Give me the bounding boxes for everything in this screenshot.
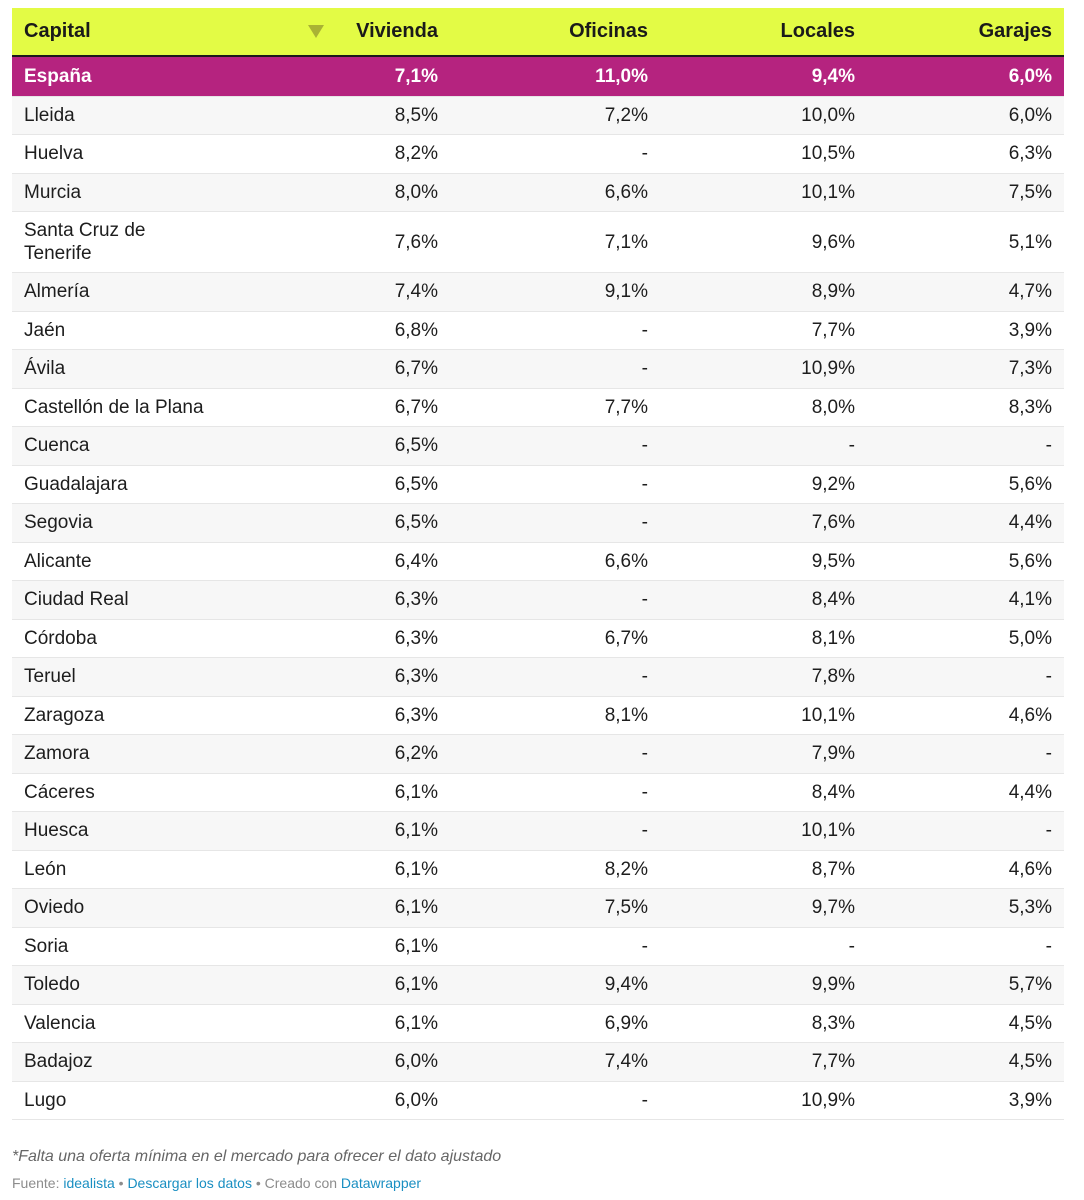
cell-locales: 7,6% bbox=[660, 504, 867, 543]
cell-oficinas: - bbox=[450, 350, 660, 389]
cell-locales: 10,9% bbox=[660, 350, 867, 389]
cell-oficinas: 11,0% bbox=[450, 56, 660, 96]
cell-garajes: 5,1% bbox=[867, 212, 1064, 273]
cell-capital: Oviedo bbox=[12, 889, 332, 928]
cell-locales: 8,4% bbox=[660, 581, 867, 620]
footnote: *Falta una oferta mínima en el mercado para ofrecer el dato ajustado bbox=[12, 1148, 502, 1165]
cell-oficinas: 9,1% bbox=[450, 273, 660, 312]
source-link[interactable]: idealista bbox=[63, 1175, 115, 1191]
table-row bbox=[12, 173, 1064, 212]
cell-garajes: 6,0% bbox=[867, 96, 1064, 135]
table-row bbox=[12, 427, 1064, 466]
cell-vivienda: 6,3% bbox=[332, 581, 450, 620]
datawrapper-link[interactable]: Datawrapper bbox=[340, 1175, 422, 1191]
cell-vivienda: 6,4% bbox=[332, 542, 450, 581]
table-row bbox=[12, 135, 1064, 174]
cell-capital: Huelva bbox=[12, 135, 332, 174]
cell-capital: Toledo bbox=[12, 966, 332, 1005]
cell-garajes: 4,4% bbox=[867, 773, 1064, 812]
cell-vivienda: 7,6% bbox=[332, 212, 450, 273]
cell-capital: Zaragoza bbox=[12, 696, 332, 735]
cell-oficinas: 6,6% bbox=[450, 173, 660, 212]
cell-oficinas: - bbox=[450, 465, 660, 504]
cell-oficinas: 7,2% bbox=[450, 96, 660, 135]
cell-capital: Teruel bbox=[12, 658, 332, 697]
cell-oficinas: - bbox=[450, 658, 660, 697]
table-row bbox=[12, 542, 1064, 581]
table-row bbox=[12, 311, 1064, 350]
cell-garajes: 8,3% bbox=[867, 388, 1064, 427]
cell-capital: Alicante bbox=[12, 542, 332, 581]
cell-vivienda: 6,1% bbox=[332, 812, 450, 851]
footer-separator: • bbox=[118, 1175, 124, 1191]
cell-capital: Soria bbox=[12, 927, 332, 966]
cell-oficinas: 7,1% bbox=[450, 212, 660, 273]
cell-capital: Cuenca bbox=[12, 427, 332, 466]
table-row bbox=[12, 850, 1064, 889]
cell-oficinas: 7,5% bbox=[450, 889, 660, 928]
cell-locales: 7,8% bbox=[660, 658, 867, 697]
cell-capital: Zamora bbox=[12, 735, 332, 774]
cell-capital: León bbox=[12, 850, 332, 889]
table-row bbox=[12, 1004, 1064, 1043]
cell-capital: Cáceres bbox=[12, 773, 332, 812]
cell-oficinas: - bbox=[450, 927, 660, 966]
cell-capital: Córdoba bbox=[12, 619, 332, 658]
cell-capital: España bbox=[12, 56, 332, 96]
table-row bbox=[12, 1043, 1064, 1082]
header-locales[interactable]: Locales bbox=[660, 8, 867, 56]
cell-vivienda: 6,3% bbox=[332, 658, 450, 697]
cell-oficinas: - bbox=[450, 311, 660, 350]
header-capital[interactable]: Capital bbox=[12, 8, 332, 56]
cell-locales: 9,7% bbox=[660, 889, 867, 928]
cell-oficinas: 7,7% bbox=[450, 388, 660, 427]
cell-garajes: 3,9% bbox=[867, 311, 1064, 350]
cell-vivienda: 6,1% bbox=[332, 850, 450, 889]
cell-garajes: 6,0% bbox=[867, 56, 1064, 96]
cell-garajes: - bbox=[867, 927, 1064, 966]
table-row bbox=[12, 619, 1064, 658]
cell-locales: 10,1% bbox=[660, 173, 867, 212]
cell-garajes: 4,6% bbox=[867, 850, 1064, 889]
cell-vivienda: 6,1% bbox=[332, 1004, 450, 1043]
cell-oficinas: - bbox=[450, 427, 660, 466]
cell-vivienda: 6,0% bbox=[332, 1043, 450, 1082]
cell-locales: - bbox=[660, 427, 867, 466]
cell-oficinas: - bbox=[450, 504, 660, 543]
table-row bbox=[12, 696, 1064, 735]
table-row bbox=[12, 889, 1064, 928]
cell-garajes: 4,5% bbox=[867, 1043, 1064, 1082]
table-row bbox=[12, 350, 1064, 389]
cell-garajes: 5,3% bbox=[867, 889, 1064, 928]
cell-locales: 8,3% bbox=[660, 1004, 867, 1043]
cell-vivienda: 6,5% bbox=[332, 504, 450, 543]
cell-capital: Murcia bbox=[12, 173, 332, 212]
cell-capital: Ávila bbox=[12, 350, 332, 389]
cell-locales: 10,0% bbox=[660, 96, 867, 135]
table-row bbox=[12, 388, 1064, 427]
table-header bbox=[12, 8, 1064, 56]
cell-garajes: 4,4% bbox=[867, 504, 1064, 543]
download-data-link[interactable]: Descargar los datos bbox=[127, 1175, 252, 1191]
cell-oficinas: - bbox=[450, 735, 660, 774]
cell-vivienda: 6,1% bbox=[332, 927, 450, 966]
cell-vivienda: 6,1% bbox=[332, 889, 450, 928]
cell-capital: Ciudad Real bbox=[12, 581, 332, 620]
cell-capital: Jaén bbox=[12, 311, 332, 350]
cell-garajes: - bbox=[867, 427, 1064, 466]
table-row bbox=[12, 966, 1064, 1005]
cell-locales: 7,7% bbox=[660, 1043, 867, 1082]
cell-capital: Almería bbox=[12, 273, 332, 312]
data-table bbox=[12, 8, 1064, 1120]
cell-locales: 8,4% bbox=[660, 773, 867, 812]
cell-oficinas: 9,4% bbox=[450, 966, 660, 1005]
cell-locales: 9,5% bbox=[660, 542, 867, 581]
cell-oficinas: 8,2% bbox=[450, 850, 660, 889]
cell-vivienda: 6,5% bbox=[332, 465, 450, 504]
cell-garajes: - bbox=[867, 812, 1064, 851]
table-row bbox=[12, 812, 1064, 851]
cell-locales: 9,6% bbox=[660, 212, 867, 273]
cell-vivienda: 6,1% bbox=[332, 773, 450, 812]
cell-garajes: 4,7% bbox=[867, 273, 1064, 312]
cell-oficinas: 6,9% bbox=[450, 1004, 660, 1043]
footer bbox=[12, 1175, 421, 1191]
table-row bbox=[12, 465, 1064, 504]
cell-garajes: 6,3% bbox=[867, 135, 1064, 174]
cell-vivienda: 6,3% bbox=[332, 696, 450, 735]
table-row bbox=[12, 658, 1064, 697]
cell-capital: Castellón de la Plana bbox=[12, 388, 332, 427]
table-row bbox=[12, 1081, 1064, 1120]
sort-desc-icon[interactable] bbox=[308, 25, 324, 38]
cell-locales: 8,1% bbox=[660, 619, 867, 658]
table-row bbox=[12, 581, 1064, 620]
cell-capital: Lleida bbox=[12, 96, 332, 135]
cell-locales: 7,7% bbox=[660, 311, 867, 350]
cell-vivienda: 6,3% bbox=[332, 619, 450, 658]
cell-capital: Segovia bbox=[12, 504, 332, 543]
cell-vivienda: 6,7% bbox=[332, 350, 450, 389]
cell-locales: - bbox=[660, 927, 867, 966]
cell-capital: Guadalajara bbox=[12, 465, 332, 504]
cell-oficinas: - bbox=[450, 581, 660, 620]
cell-capital: Santa Cruz de Tenerife bbox=[12, 212, 332, 273]
cell-locales: 9,2% bbox=[660, 465, 867, 504]
cell-vivienda: 7,1% bbox=[332, 56, 450, 96]
cell-garajes: 5,0% bbox=[867, 619, 1064, 658]
cell-garajes: 4,5% bbox=[867, 1004, 1064, 1043]
cell-vivienda: 6,5% bbox=[332, 427, 450, 466]
cell-vivienda: 8,0% bbox=[332, 173, 450, 212]
cell-oficinas: - bbox=[450, 812, 660, 851]
cell-vivienda: 8,2% bbox=[332, 135, 450, 174]
table-row bbox=[12, 96, 1064, 135]
cell-locales: 10,1% bbox=[660, 812, 867, 851]
cell-garajes: 4,1% bbox=[867, 581, 1064, 620]
cell-locales: 8,7% bbox=[660, 850, 867, 889]
table-row bbox=[12, 735, 1064, 774]
cell-locales: 8,0% bbox=[660, 388, 867, 427]
cell-locales: 10,5% bbox=[660, 135, 867, 174]
created-label: Creado con bbox=[264, 1175, 338, 1191]
cell-garajes: 4,6% bbox=[867, 696, 1064, 735]
cell-garajes: - bbox=[867, 735, 1064, 774]
cell-vivienda: 6,1% bbox=[332, 966, 450, 1005]
cell-oficinas: 6,7% bbox=[450, 619, 660, 658]
cell-locales: 9,4% bbox=[660, 56, 867, 96]
cell-oficinas: 6,6% bbox=[450, 542, 660, 581]
cell-locales: 7,9% bbox=[660, 735, 867, 774]
header-vivienda-label: Vivienda bbox=[356, 20, 438, 42]
cell-garajes: 5,6% bbox=[867, 465, 1064, 504]
header-garajes[interactable]: Garajes bbox=[867, 8, 1064, 56]
cell-oficinas: - bbox=[450, 773, 660, 812]
cell-garajes: 7,3% bbox=[867, 350, 1064, 389]
table-row bbox=[12, 773, 1064, 812]
cell-vivienda: 6,7% bbox=[332, 388, 450, 427]
header-oficinas[interactable]: Oficinas bbox=[450, 8, 660, 56]
cell-capital: Lugo bbox=[12, 1081, 332, 1120]
table-row bbox=[12, 504, 1064, 543]
cell-vivienda: 7,4% bbox=[332, 273, 450, 312]
cell-vivienda: 6,0% bbox=[332, 1081, 450, 1120]
cell-garajes: 3,9% bbox=[867, 1081, 1064, 1120]
table-row bbox=[12, 212, 1064, 273]
cell-oficinas: - bbox=[450, 135, 660, 174]
table-row bbox=[12, 273, 1064, 312]
cell-locales: 10,1% bbox=[660, 696, 867, 735]
cell-garajes: 5,7% bbox=[867, 966, 1064, 1005]
cell-capital: Huesca bbox=[12, 812, 332, 851]
cell-garajes: 7,5% bbox=[867, 173, 1064, 212]
cell-vivienda: 6,8% bbox=[332, 311, 450, 350]
cell-oficinas: 8,1% bbox=[450, 696, 660, 735]
cell-capital: Badajoz bbox=[12, 1043, 332, 1082]
cell-oficinas: 7,4% bbox=[450, 1043, 660, 1082]
cell-oficinas: - bbox=[450, 1081, 660, 1120]
cell-garajes: - bbox=[867, 658, 1064, 697]
cell-locales: 10,9% bbox=[660, 1081, 867, 1120]
cell-garajes: 5,6% bbox=[867, 542, 1064, 581]
header-vivienda[interactable] bbox=[332, 8, 450, 56]
table-body bbox=[12, 56, 1064, 1120]
cell-capital: Valencia bbox=[12, 1004, 332, 1043]
source-label: Fuente: bbox=[12, 1175, 60, 1191]
cell-locales: 9,9% bbox=[660, 966, 867, 1005]
cell-vivienda: 6,2% bbox=[332, 735, 450, 774]
footer-separator: • bbox=[255, 1175, 261, 1191]
table-row bbox=[12, 927, 1064, 966]
cell-locales: 8,9% bbox=[660, 273, 867, 312]
cell-vivienda: 8,5% bbox=[332, 96, 450, 135]
table-row-highlight bbox=[12, 56, 1064, 96]
